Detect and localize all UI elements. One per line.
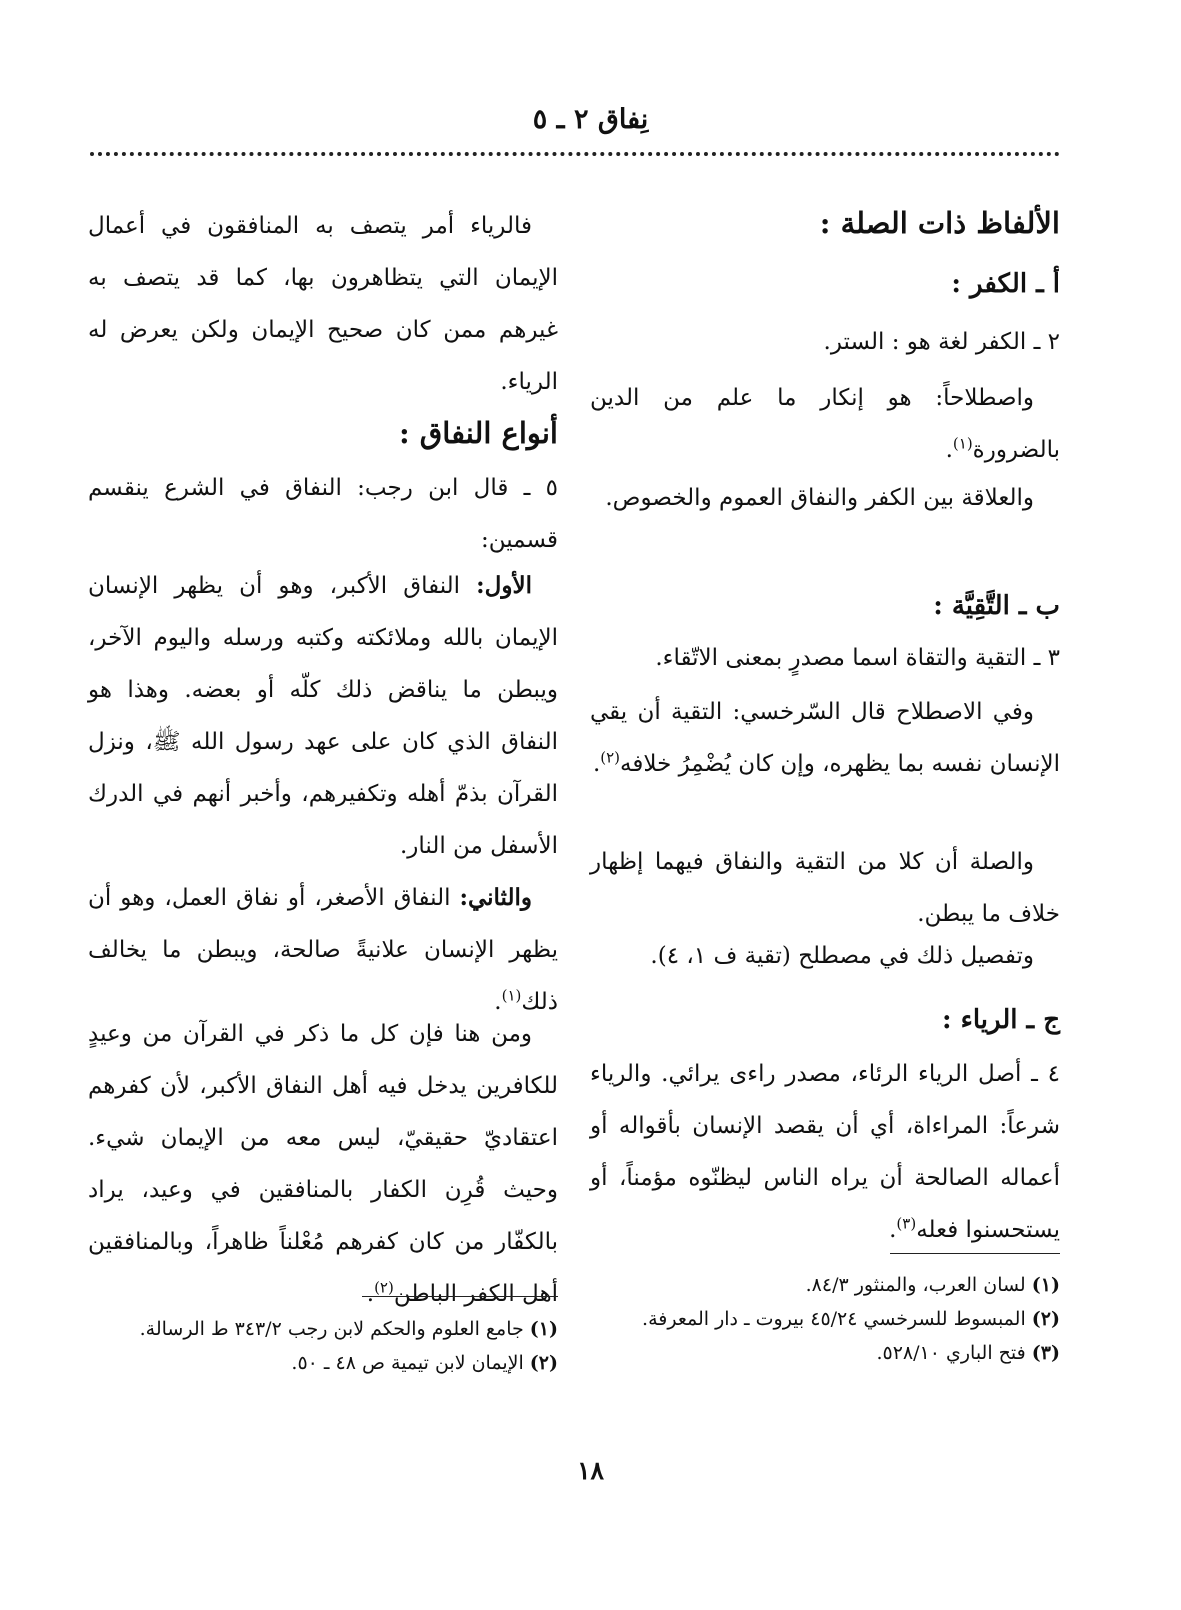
footnote-item: (١) جامع العلوم والحكم لابن رجب ٣٤٣/٢ ط الرسالة. <box>139 1318 558 1340</box>
second-type-label: والثاني: <box>459 884 532 911</box>
kufr-definition: ٢ ـ الكفر لغة هو : الستر. <box>823 329 1060 355</box>
closing-paragraph: ومن هنا فإن كل ما ذكر في القرآن من وعيدٍ للكافرين يدخل فيه أهل النفاق الأكبر، لأن كفرهم اعتقاديّ حقيقيّ، ليس معه من الإيمان شيء. وحيث قُرِن الكفار بالمنافقين في وعيد، يراد بالكفّار من كان كفرهم مُعْلناً ظاهراً، وبالمنافقين أهل الكفر الباطن$^{(٢)}$. <box>88 1021 558 1307</box>
footnote-ref: (٣) <box>896 1214 917 1233</box>
taqiyya-heading: ب ـ التَّقِيَّة : <box>933 591 1060 621</box>
kufr-relation: والعلاقة بين الكفر والنفاق العموم والخصوص. <box>605 485 1034 511</box>
footnote-item: (٢) المبسوط للسرخسي ٤٥/٢٤ بيروت ـ دار المعرفة. <box>642 1308 1060 1330</box>
footnote-ref: (١) <box>952 434 973 453</box>
header-dotted-rule <box>90 152 1060 156</box>
running-title: نِفاق ٢ ـ ٥ <box>532 104 649 135</box>
footnote-item: (٢) الإيمان لابن تيمية ص ٤٨ ـ ٥٠. <box>291 1352 558 1374</box>
right-footnotes <box>590 1268 1060 1370</box>
first-type-label: الأول: <box>476 572 532 599</box>
riya-heading: ج ـ الرياء : <box>941 1005 1060 1035</box>
types-intro: ٥ ـ قال ابن رجب: النفاق في الشرع ينقسم قسمين: <box>88 475 558 553</box>
footnote-ref: (١) <box>501 986 522 1005</box>
related-terms-heading: الألفاظ ذات الصلة : <box>819 206 1060 240</box>
left-footnotes <box>88 1312 558 1380</box>
footnote-ref: (٢) <box>600 748 621 767</box>
taqiyya-technical-definition: وفي الاصطلاح قال السّرخسي: التقية أن يقي الإنسان نفسه بما يظهره، وإن كان يُضْمِرُ خلافه$^{(٢)}$. <box>590 699 1060 777</box>
page-number: ١٨ <box>577 1456 604 1485</box>
taqiyya-definition: ٣ ـ التقية والتقاة اسما مصدرٍ بمعنى الاتّقاء. <box>655 645 1060 671</box>
kufr-heading: أ ـ الكفر : <box>951 269 1060 299</box>
kufr-technical-definition: واصطلاحاً: هو إنكار ما علم من الدين بالضرورة$^{(١)}$. <box>590 385 1060 463</box>
left-footnote-rule <box>362 1296 558 1297</box>
taqiyya-relation: والصلة أن كلا من التقية والنفاق فيهما إظهار خلاف ما يبطن. <box>590 849 1060 927</box>
footnote-item: (٣) فتح الباري ٥٢٨/١٠. <box>876 1342 1060 1364</box>
riya-definition: ٤ ـ أصل الرياء الرئاء، مصدر راءى يرائي. والرياء شرعاً: المراءاة، أي أن يقصد الإنسان بأقواله أو أعماله الصالحة أن يراه الناس ليظنّوه مؤمناً، أو يستحسنوا فعله$^{(٣)}$. <box>590 1061 1060 1243</box>
types-of-nifaq-heading: أنواع النفاق : <box>398 416 558 450</box>
footnote-item: (١) لسان العرب، والمنثور ٨٤/٣. <box>805 1274 1060 1296</box>
taqiyya-cross-reference: وتفصيل ذلك في مصطلح (تقية ف ١، ٤). <box>650 943 1034 969</box>
riya-continuation: فالرياء أمر يتصف به المنافقون في أعمال الإيمان التي يتظاهرون بها، كما قد يتصف به غيرهم ممن كان صحيح الإيمان ولكن يعرض له الرياء. <box>88 213 558 395</box>
footnote-ref: (٢) <box>374 1278 394 1297</box>
major-nifaq-paragraph: الأول: النفاق الأكبر، وهو أن يظهر الإنسان الإيمان بالله وملائكته وكتبه ورسله واليوم الآخر، ويبطن ما يناقض ذلك كلّه أو بعضه. وهذا هو النفاق الذي كان على عهد رسول الله ﷺ، ونزل القرآن بذمّ أهله وتكفيرهم، وأخبر أنهم في الدرك الأسفل من النار. <box>88 572 558 859</box>
right-footnote-rule <box>890 1253 1060 1254</box>
minor-nifaq-paragraph: والثاني: النفاق الأصغر، أو نفاق العمل، وهو أن يظهر الإنسان علانيةً صالحة، ويبطن ما يخالف ذلك$^{(١)}$. <box>88 884 558 1015</box>
